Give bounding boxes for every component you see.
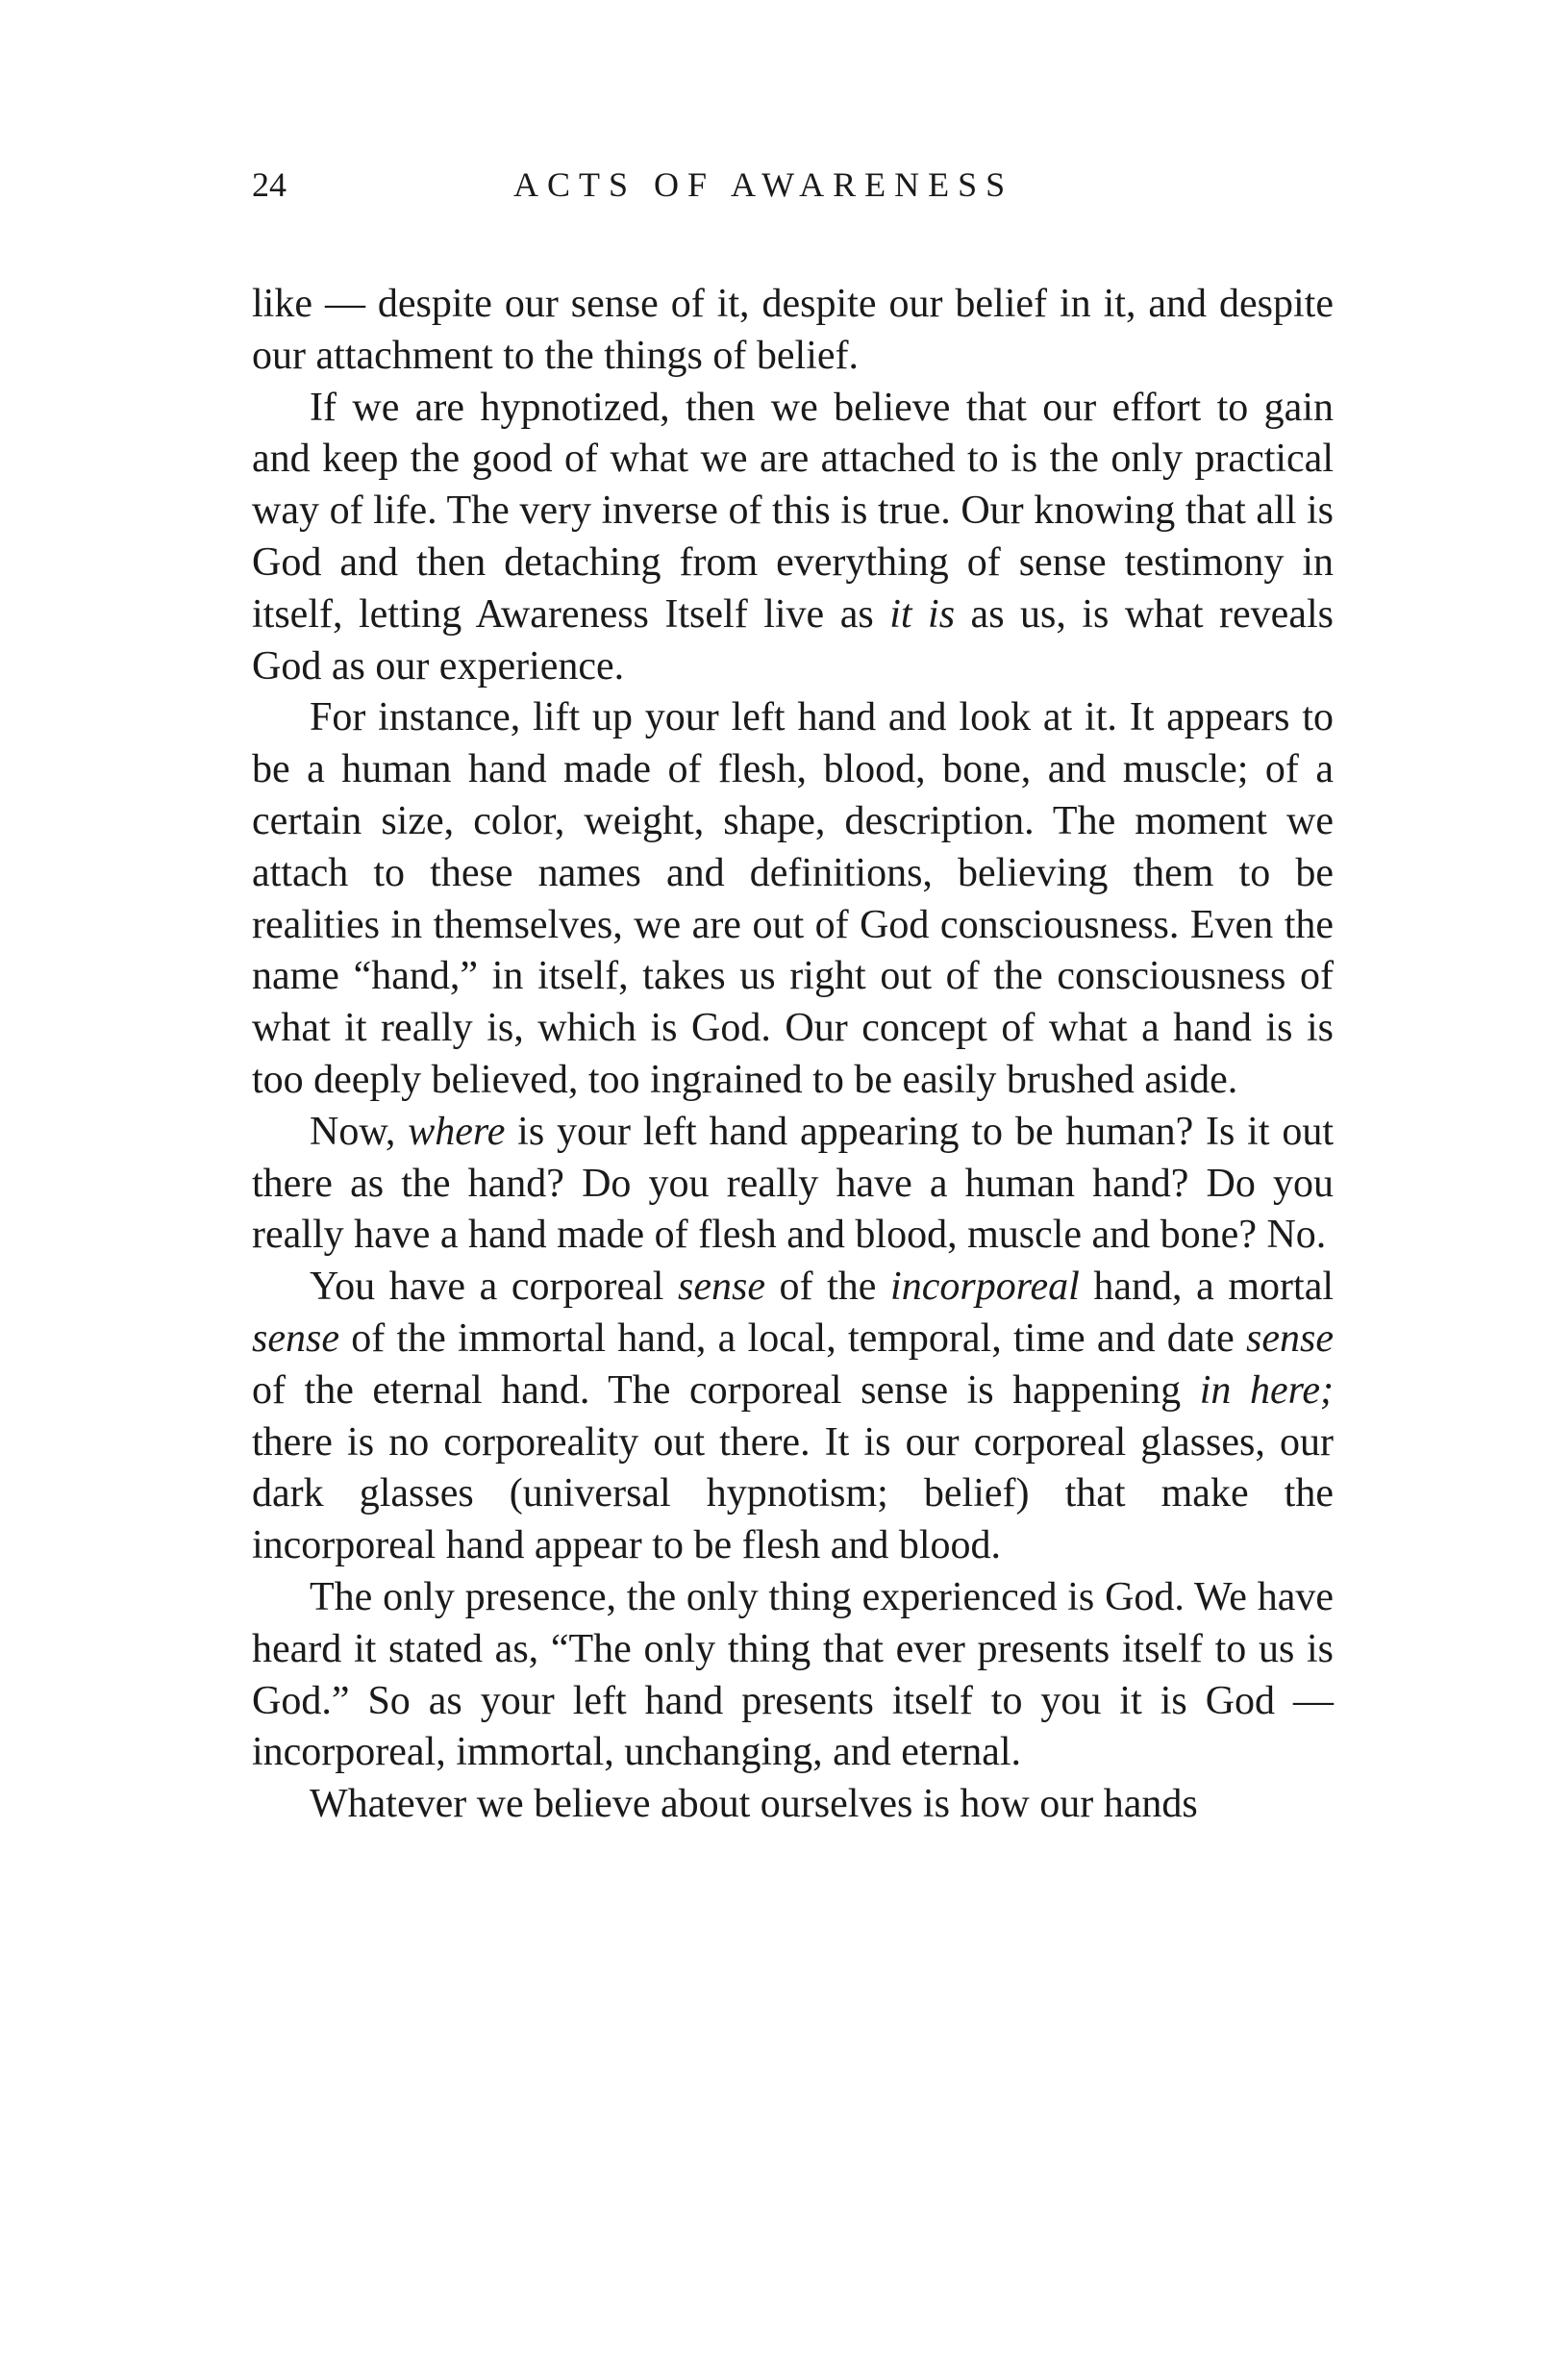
text-run: of the eternal hand. The corporeal sense is happening xyxy=(252,1367,1200,1413)
body-text xyxy=(252,279,1334,1831)
paragraph xyxy=(252,1779,1334,1831)
text-run: hand, a mortal xyxy=(1079,1265,1335,1310)
paragraph xyxy=(252,1262,1334,1572)
text-run: For instance, lift up your left hand and look at it. It appears to be a human hand made of flesh, blood, bone, and muscle; of a certain size, color, weight, shape, description. The moment we attach to these names and definitions, believing them to be realities in themselves, we are out of God consciousness. Even the name “hand,” in itself, takes us right out of the consciousness of what it really is, which is God. Our concept of what a hand is is too deeply believed, too ingrained to be easily brushed aside. xyxy=(252,695,1334,1102)
italic-text: sense xyxy=(252,1315,339,1361)
italic-text: incorporeal xyxy=(890,1265,1080,1310)
text-run: of the immortal hand, a local, temporal, time and date xyxy=(338,1315,1247,1361)
page-number: 24 xyxy=(252,165,287,204)
text-run: is your left hand appearing to be human? Is it out there as the hand? Do you really have a human hand? Do you really have a hand made of flesh and blood, muscle and bone? No. xyxy=(252,1109,1334,1258)
paragraph xyxy=(252,383,1334,693)
text-run: of the xyxy=(764,1265,891,1310)
paragraph xyxy=(252,1107,1334,1262)
running-head xyxy=(252,163,1329,212)
text-run: If we are hypnotized, then we believe that our effort to gain and keep the good of what we are attached to is the only practical way of life. The very inverse of this is true. Our knowing that all is God and then detaching from everything of sense testimony in itself, letting Awareness Itself live as xyxy=(252,385,1334,637)
text-run: You have a corporeal xyxy=(310,1265,678,1310)
paragraph xyxy=(252,692,1334,1106)
italic-text: sense xyxy=(1246,1315,1334,1361)
text-run: Now, xyxy=(310,1109,409,1154)
paragraph xyxy=(252,279,1334,383)
italic-text: sense xyxy=(677,1265,765,1310)
text-run: like — despite our sense of it, despite our belief in it, and despite our attachment to the things of belief. xyxy=(252,282,1334,378)
italic-text: in here; xyxy=(1199,1367,1334,1413)
italic-text: where xyxy=(408,1109,506,1154)
text-run: as us, is what reveals God as our experience. xyxy=(252,591,1334,689)
text-run: The only presence, the only thing experienced is God. We have heard it stated as, “The only thing that ever presents itself to us is God.” So as your left hand presents itself to you it is God — incorporeal, immortal, unchanging, and eternal. xyxy=(252,1574,1334,1775)
text-run: Whatever we believe about ourselves is how our hands xyxy=(310,1782,1198,1827)
running-title: ACTS OF AWARENESS xyxy=(513,165,1014,204)
text-run: there is no corporeality out there. It is our corporeal glasses, our dark glasses (universal hypnotism; belief) that make the incorporeal hand appear to be flesh and blood. xyxy=(252,1419,1334,1568)
paragraph xyxy=(252,1572,1334,1779)
italic-text: it is xyxy=(889,591,956,637)
